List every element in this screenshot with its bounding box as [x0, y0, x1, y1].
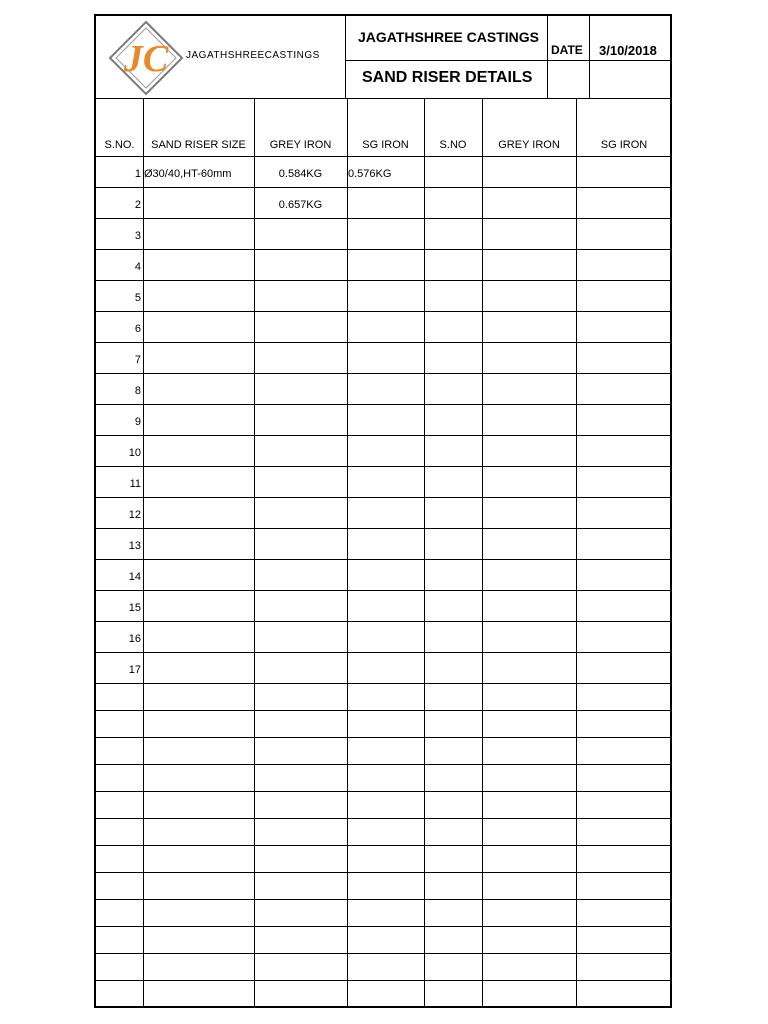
column-header: GREY IRON — [498, 139, 560, 151]
row-number: 10 — [128, 447, 141, 459]
date-value: 3/10/2018 — [599, 43, 657, 58]
grey-iron-cell: 0.657KG — [278, 199, 323, 211]
row-number: 8 — [134, 385, 141, 397]
grey-iron-cell: 0.584KG — [278, 168, 323, 180]
column-divider — [482, 98, 483, 1006]
column-header: S.NO — [439, 139, 467, 151]
row-divider — [96, 953, 672, 954]
row-number: 5 — [134, 292, 141, 304]
row-number: 11 — [129, 478, 141, 490]
header-divider — [345, 60, 672, 61]
row-number: 9 — [134, 416, 141, 428]
row-number: 14 — [128, 571, 141, 583]
logo-block — [96, 16, 346, 98]
logo-text: JAGATHSHREECASTINGS — [186, 50, 320, 61]
row-divider — [96, 435, 672, 436]
row-divider — [96, 710, 672, 711]
company-logo — [106, 18, 186, 98]
row-divider — [96, 764, 672, 765]
row-divider — [96, 737, 672, 738]
row-number: 7 — [134, 354, 141, 366]
row-divider — [96, 652, 672, 653]
row-number: 6 — [134, 323, 141, 335]
row-divider — [96, 791, 672, 792]
sand-riser-sheet — [94, 14, 672, 1008]
column-divider — [347, 98, 348, 1006]
riser-size-cell: Ø30/40,HT-60mm — [144, 168, 232, 180]
row-divider — [96, 404, 672, 405]
row-divider — [96, 156, 672, 157]
row-number: 12 — [128, 509, 141, 521]
header-divider — [547, 16, 548, 98]
sg-iron-cell: 0.576KG — [348, 168, 392, 180]
header-divider — [345, 16, 346, 98]
row-number: 16 — [128, 633, 141, 645]
row-number: 13 — [128, 540, 141, 552]
row-divider — [96, 342, 672, 343]
row-divider — [96, 845, 672, 846]
row-divider — [96, 373, 672, 374]
row-number: 3 — [134, 230, 141, 242]
header-divider — [96, 98, 672, 99]
row-number: 1 — [134, 168, 141, 180]
row-number: 17 — [128, 664, 141, 676]
row-divider — [96, 311, 672, 312]
header-divider — [589, 16, 590, 98]
logo-letters: JC — [123, 38, 169, 80]
column-divider — [424, 98, 425, 1006]
row-divider — [96, 280, 672, 281]
row-divider — [96, 621, 672, 622]
date-label: DATE — [551, 43, 583, 57]
column-header: GREY IRON — [269, 139, 332, 151]
column-header: SG IRON — [600, 139, 648, 151]
column-divider — [254, 98, 255, 1006]
row-divider — [96, 559, 672, 560]
row-divider — [96, 187, 672, 188]
company-name: JAGATHSHREE CASTINGS — [358, 29, 539, 45]
column-header: SAND RISER SIZE — [151, 139, 246, 151]
row-number: 4 — [134, 261, 141, 273]
row-divider — [96, 683, 672, 684]
row-divider — [96, 497, 672, 498]
row-divider — [96, 528, 672, 529]
row-divider — [96, 249, 672, 250]
column-header: S.NO. — [104, 139, 135, 151]
row-number: 15 — [128, 602, 141, 614]
row-divider — [96, 818, 672, 819]
row-divider — [96, 872, 672, 873]
row-divider — [96, 218, 672, 219]
column-divider — [576, 98, 577, 1006]
row-divider — [96, 466, 672, 467]
row-divider — [96, 590, 672, 591]
column-header: SG IRON — [362, 139, 409, 151]
column-divider — [143, 98, 144, 1006]
row-number: 2 — [134, 199, 141, 211]
row-divider — [96, 899, 672, 900]
row-divider — [96, 980, 672, 981]
page-title: SAND RISER DETAILS — [362, 69, 533, 86]
row-divider — [96, 926, 672, 927]
